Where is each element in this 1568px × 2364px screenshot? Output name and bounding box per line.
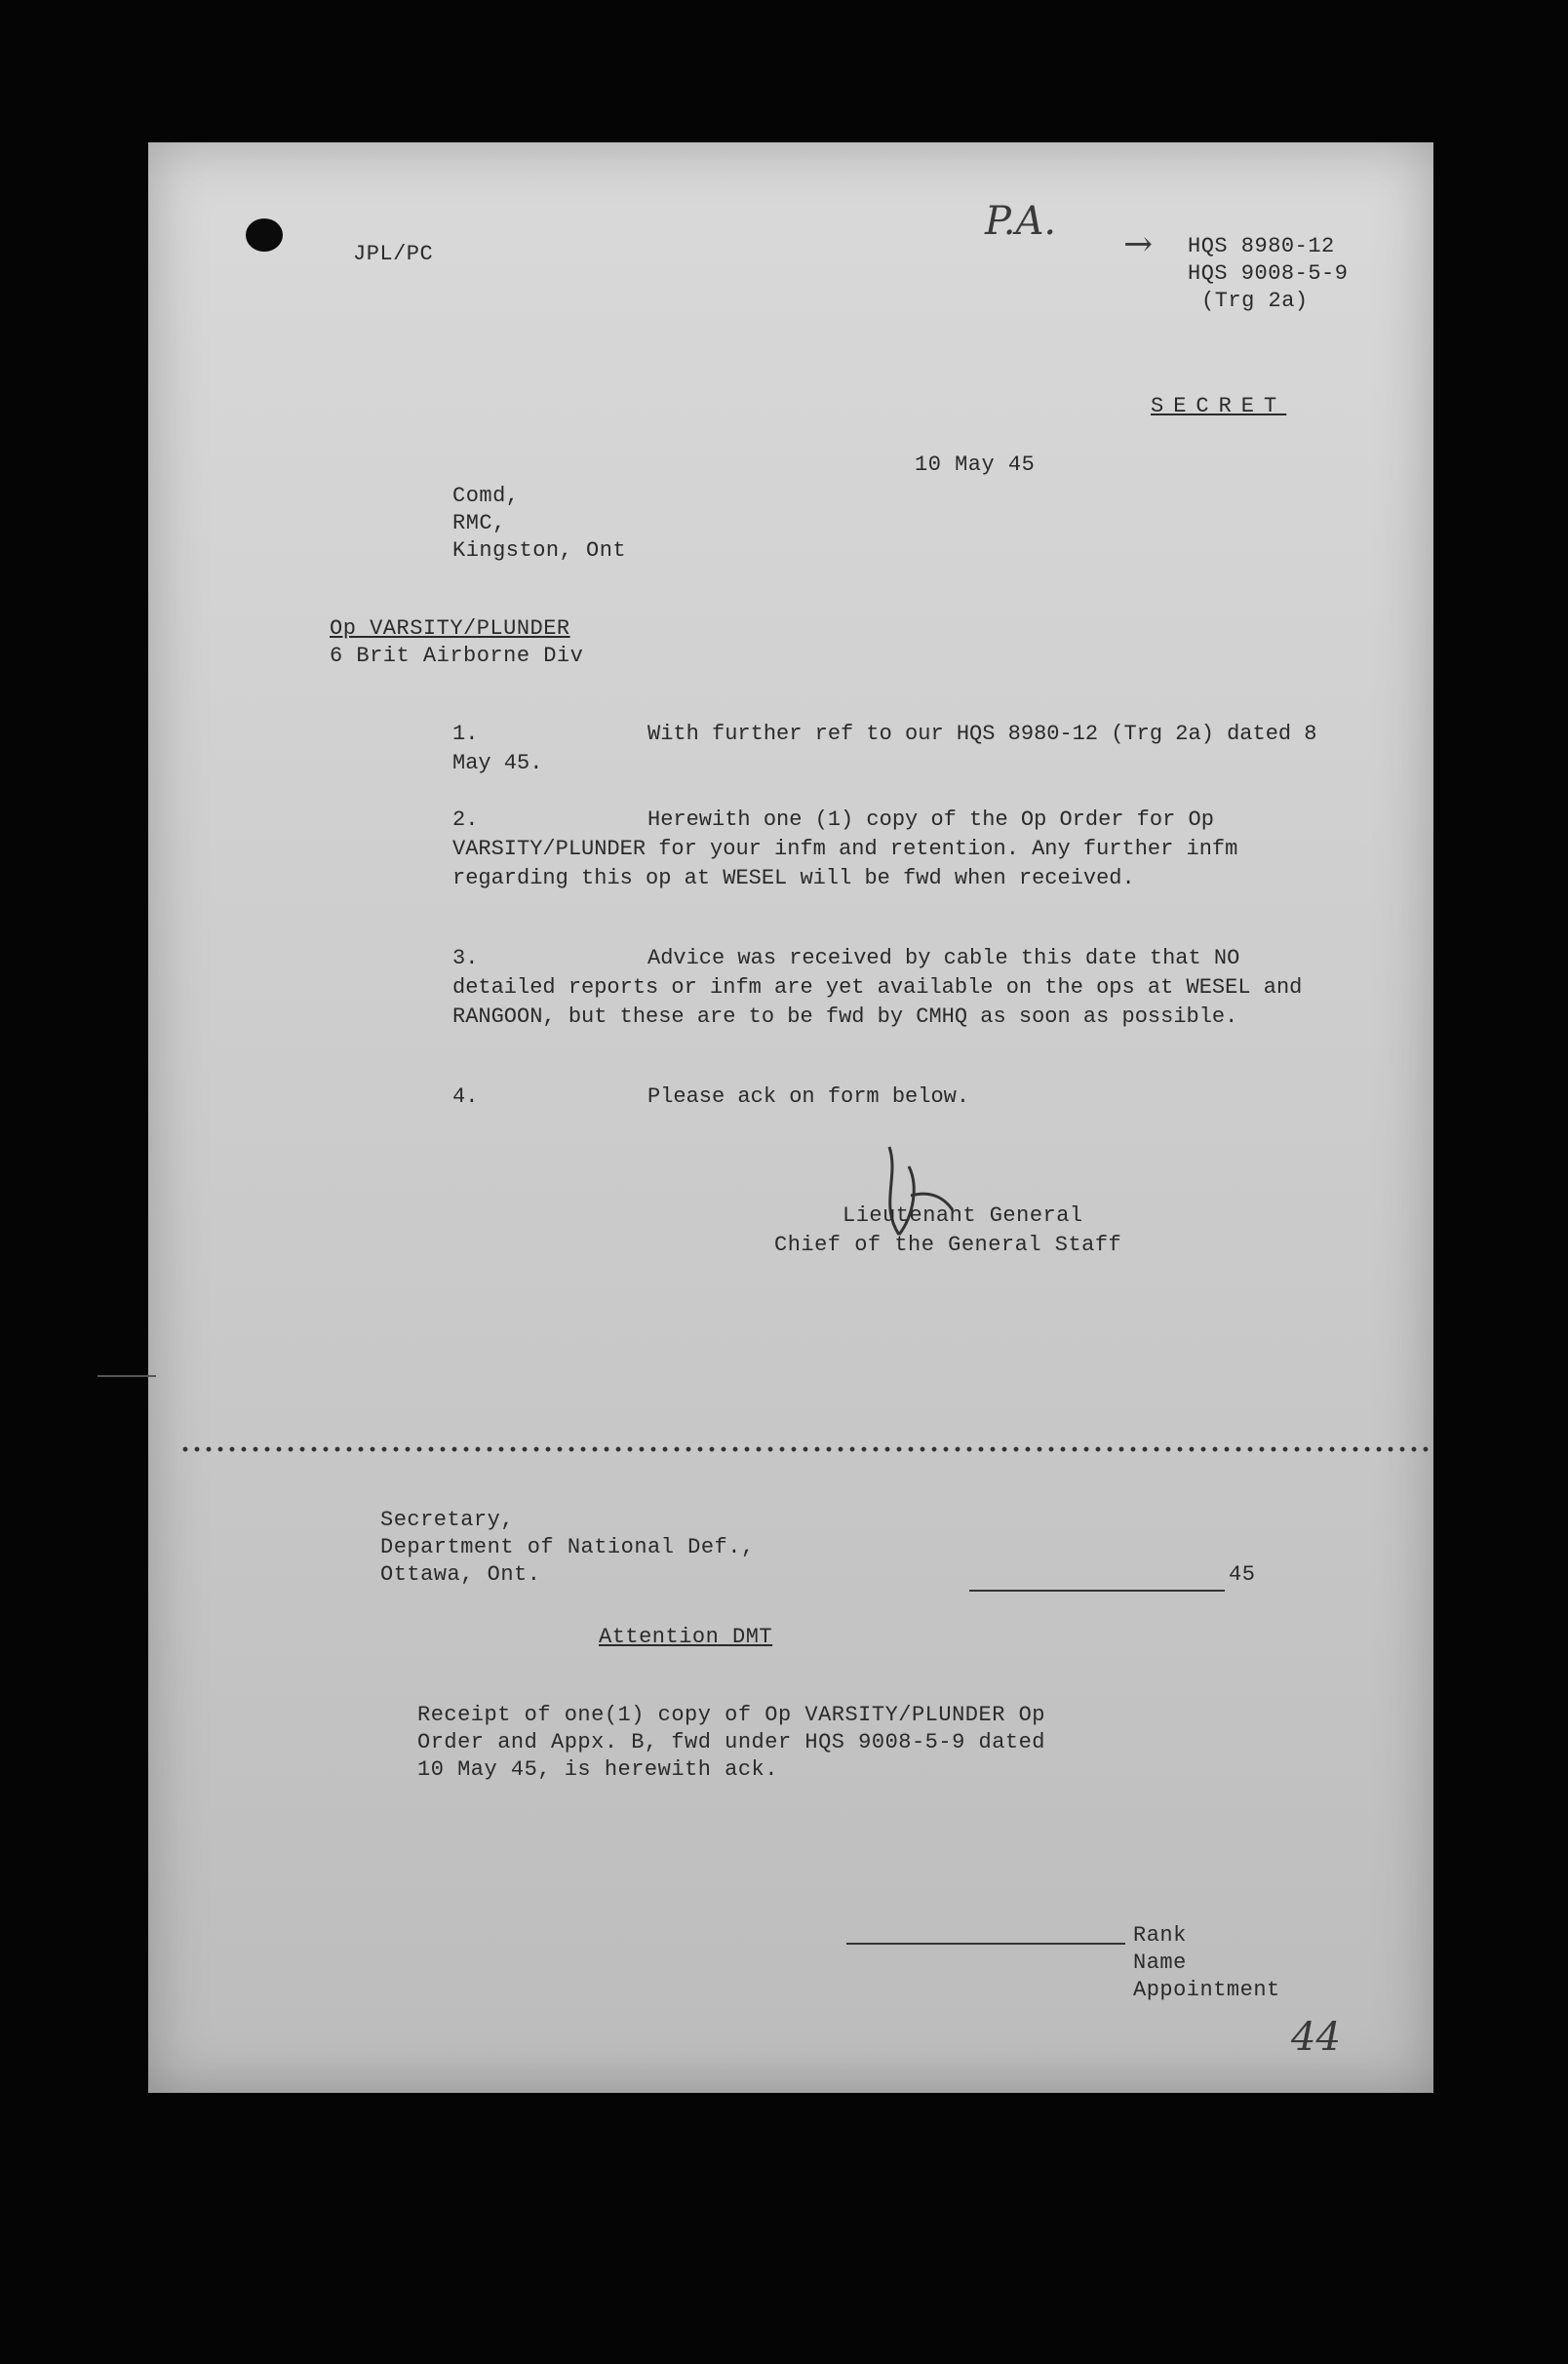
receipt-line-3: 10 May 45, is herewith ack.	[417, 1757, 778, 1782]
paragraph-text: Herewith one (1) copy of the Op Order for Op VARSITY/PLUNDER for your infm and retention. Any further infm regarding this op at WESEL will be fwd when received.	[452, 808, 1238, 890]
sign-field-name: Name	[1133, 1950, 1187, 1975]
paragraph-number: 3.	[452, 946, 479, 970]
paragraph-number: 2.	[452, 808, 479, 832]
sign-field-rank: Rank	[1133, 1923, 1187, 1948]
paragraph-text: Advice was received by cable this date that NO detailed reports or infm are yet available on the ops at WESEL and RANGOON, but these are to be fwd by CMHQ as soon as possible.	[452, 946, 1303, 1029]
signatory-rank: Lieutenant General	[843, 1203, 1083, 1228]
date-suffix: 45	[1229, 1562, 1256, 1587]
arrow-icon: →	[1123, 224, 1154, 264]
paragraph-4	[452, 1083, 1350, 1112]
date-blank-line	[969, 1590, 1225, 1592]
document-page	[148, 142, 1433, 2093]
receipt-line-1: Receipt of one(1) copy of Op VARSITY/PLUNDER Op	[417, 1703, 1046, 1727]
margin-mark	[98, 1375, 156, 1377]
addressee-line-3: Kingston, Ont	[452, 538, 627, 563]
tear-off-line	[179, 1445, 1431, 1453]
paragraph-text: With further ref to our HQS 8980-12 (Trg 2a) dated 8 May 45.	[452, 722, 1317, 775]
addressee-line-2: RMC,	[452, 511, 506, 535]
receipt-line-2: Order and Appx. B, fwd under HQS 9008-5-9 dated	[417, 1730, 1046, 1754]
file-ref-1: HQS 8980-12	[1188, 234, 1335, 258]
paragraph-text: Please ack on form below.	[647, 1084, 970, 1109]
signatory-appointment: Chief of the General Staff	[774, 1233, 1122, 1257]
reference-initials: JPL/PC	[353, 242, 434, 266]
subject-line-1: Op VARSITY/PLUNDER	[330, 616, 570, 641]
paragraph-1	[452, 720, 1350, 778]
handwritten-mark: P.A.	[985, 199, 1057, 244]
letter-date: 10 May 45	[915, 453, 1036, 477]
paragraph-number: 1.	[452, 722, 479, 746]
ink-blot	[246, 218, 283, 252]
signature-blank-line	[846, 1943, 1125, 1945]
file-ref-2: HQS 9008-5-9	[1188, 261, 1349, 286]
sign-field-appointment: Appointment	[1133, 1978, 1280, 2002]
file-ref-3: (Trg 2a)	[1201, 289, 1309, 313]
paragraph-3	[452, 944, 1350, 1061]
recipient-line-2: Department of National Def.,	[380, 1535, 755, 1559]
paragraph-2	[452, 806, 1350, 923]
page-number: 44	[1291, 2015, 1341, 2060]
attention-line: Attention DMT	[599, 1625, 773, 1649]
recipient-line-3: Ottawa, Ont.	[380, 1562, 541, 1587]
paragraph-number: 4.	[452, 1084, 479, 1109]
addressee-line-1: Comd,	[452, 484, 520, 508]
recipient-line-1: Secretary,	[380, 1508, 515, 1532]
classification-label: SECRET	[1151, 394, 1287, 418]
subject-line-2: 6 Brit Airborne Div	[330, 644, 584, 668]
